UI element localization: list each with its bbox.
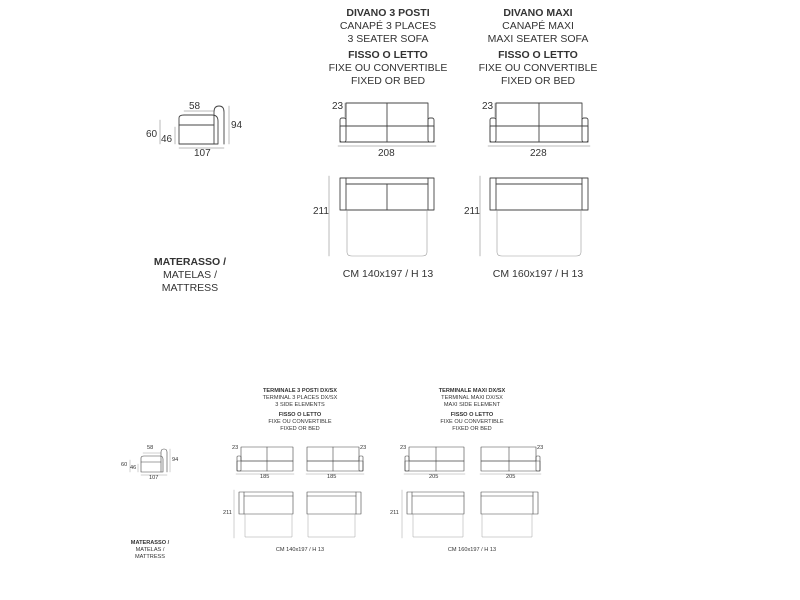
- top-mattress-label-line-2: MATELAS /: [162, 268, 218, 281]
- bottom-product-1-name-it: TERMINALE 3 POSTI DX/SX: [263, 388, 337, 394]
- top-product-1-name-fr: CANAPÉ 3 PLACES: [339, 19, 437, 32]
- bottom-profile-back-height: 94: [172, 457, 179, 463]
- bottom-product-1b-width: 185: [327, 474, 337, 480]
- top-product-2-title: [468, 7, 608, 88]
- top-product-2-name-fr: CANAPÉ MAXI: [502, 19, 574, 32]
- bottom-product-1-name-en: 3 SIDE ELEMENTS: [275, 401, 325, 408]
- sofa-front-top-2: [488, 103, 590, 146]
- bottom-product-2a-width: 205: [429, 474, 439, 480]
- top-profile-seat-depth: 58: [189, 101, 201, 112]
- top-product-2-width: 228: [530, 148, 547, 159]
- element-front-bottom-1a: [236, 447, 294, 474]
- top-profile-back-height: 94: [231, 120, 243, 131]
- top-product-1-name-en: 3 SEATER SOFA: [347, 32, 429, 45]
- side-profile-bottom: [130, 449, 170, 475]
- bottom-product-2b-arm-dim: 23: [537, 445, 544, 451]
- bottom-product-2-bed-length: 211: [390, 510, 399, 516]
- bottom-product-2-mattress: CM 160x197 / H 13: [447, 547, 497, 553]
- element-bed-bottom-1b: [307, 492, 361, 537]
- top-product-1-bed-length: 211: [313, 206, 329, 217]
- bottom-mattress-label-line-3: MATTRESS: [134, 553, 166, 560]
- top-product-1-arm-dim: 23: [332, 101, 344, 112]
- top-product-1-name-it: DIVANO 3 POSTI: [346, 7, 430, 19]
- top-product-2-mattress: CM 160x197 / H 13: [492, 268, 584, 280]
- top-product-1-variant-en: FIXED OR BED: [350, 74, 426, 87]
- top-product-1-variant-fr: FIXE OU CONVERTIBLE: [328, 62, 448, 75]
- top-mattress-label-line-3: MATTRESS: [161, 281, 219, 294]
- top-product-2-name-it: DIVANO MAXI: [503, 7, 573, 19]
- top-product-2-variant-fr: FIXE OU CONVERTIBLE: [478, 62, 598, 75]
- bottom-product-2-variant-en: FIXED OR BED: [452, 425, 492, 432]
- bottom-product-2-name-fr: TERMINAL MAXI DX/SX: [441, 394, 503, 401]
- bottom-product-2b-width: 205: [506, 474, 516, 480]
- bottom-profile-arm-height: 60: [121, 462, 128, 468]
- bottom-profile-seat-depth: 58: [147, 445, 154, 451]
- top-product-1-mattress: CM 140x197 / H 13: [342, 268, 434, 280]
- bottom-product-1-name-fr: TERMINAL 3 PLACES DX/SX: [262, 394, 338, 401]
- sofa-bed-top-1: [329, 176, 434, 256]
- top-product-2-name-en: MAXI SEATER SOFA: [487, 32, 589, 45]
- bottom-product-1-variant-it: FISSO O LETTO: [278, 411, 322, 418]
- top-profile-seat-height: 46: [161, 134, 173, 145]
- bottom-product-1a-arm-dim: 23: [232, 445, 239, 451]
- bottom-product-2-variant-fr: FIXE OU CONVERTIBLE: [440, 418, 504, 425]
- bottom-product-2-name-en: MAXI SIDE ELEMENT: [443, 401, 501, 408]
- sofa-front-top-1: [338, 103, 436, 146]
- bottom-product-1-bed-length: 211: [223, 510, 232, 516]
- element-front-bottom-2a: [404, 447, 465, 474]
- element-bed-bottom-2a: [402, 490, 464, 538]
- bottom-product-1-title: [250, 388, 350, 433]
- top-product-2-variant-en: FIXED OR BED: [500, 74, 576, 87]
- bottom-product-2-name-it: TERMINALE MAXI DX/SX: [438, 388, 506, 394]
- bottom-product-1-variant-fr: FIXE OU CONVERTIBLE: [268, 418, 332, 425]
- bottom-mattress-label-line-1: MATERASSO /: [130, 540, 170, 546]
- bottom-product-1-mattress: CM 140x197 / H 13: [275, 547, 325, 553]
- bottom-mattress-label: [120, 540, 180, 561]
- bottom-mattress-label-line-2: MATELAS /: [135, 546, 165, 553]
- bottom-product-2-variant-it: FISSO O LETTO: [450, 411, 494, 418]
- top-profile-arm-height: 60: [146, 129, 158, 140]
- top-product-1-title: [318, 7, 458, 88]
- top-product-2-arm-dim: 23: [482, 101, 494, 112]
- top-product-2-variant-it: FISSO O LETTO: [498, 49, 578, 62]
- bottom-product-1b-arm-dim: 23: [360, 445, 367, 451]
- top-product-1-width: 208: [378, 148, 395, 159]
- bottom-product-1-variant-en: FIXED OR BED: [280, 425, 320, 432]
- element-bed-bottom-2b: [481, 492, 538, 537]
- bottom-profile-seat-height: 46: [130, 465, 137, 471]
- top-product-2-bed-length: 211: [464, 206, 480, 217]
- top-profile-depth: 107: [194, 148, 211, 159]
- element-bed-bottom-1a: [234, 490, 293, 538]
- top-mattress-label-line-1: MATERASSO /: [153, 256, 227, 268]
- top-mattress-label: [130, 256, 250, 294]
- sofa-bed-top-2: [480, 176, 588, 256]
- top-product-1-variant-it: FISSO O LETTO: [348, 49, 428, 62]
- bottom-profile-depth: 107: [149, 475, 159, 481]
- bottom-product-2a-arm-dim: 23: [400, 445, 407, 451]
- bottom-product-2-title: [422, 388, 522, 433]
- bottom-product-1a-width: 185: [260, 474, 270, 480]
